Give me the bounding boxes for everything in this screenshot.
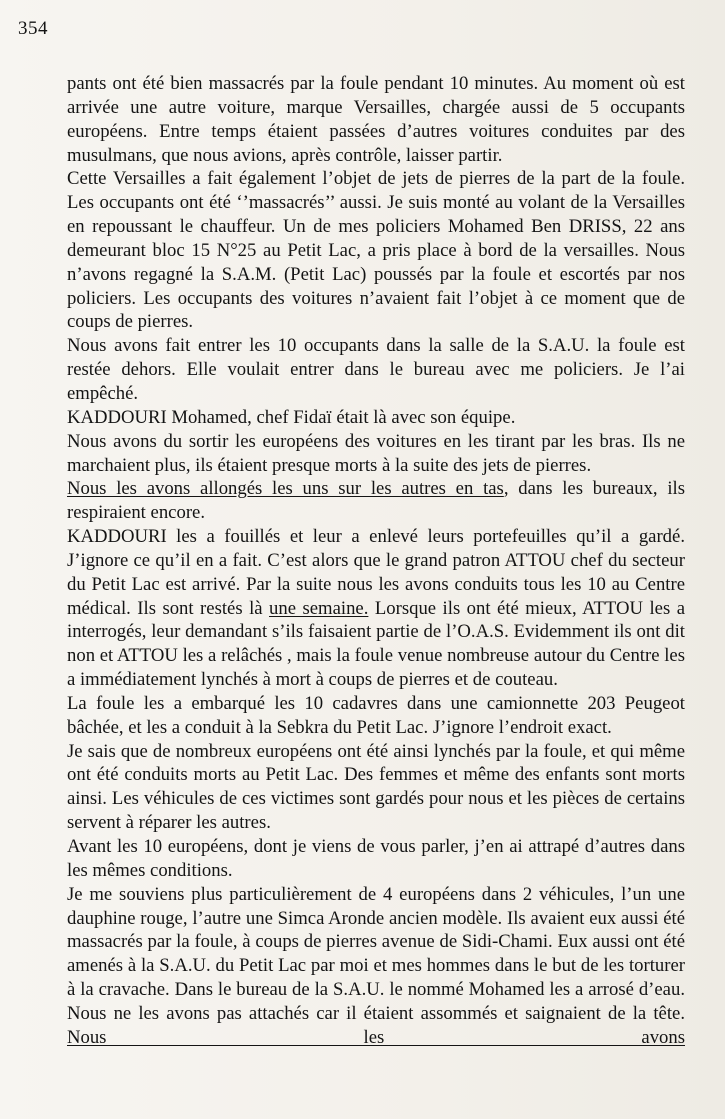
underlined-text: Nous les avons [67,1026,685,1048]
text-segment: Nous avons du sortir les européens des voitures en les tirant par les bras. Ils ne marchaient plus, ils étaient presque morts à la suite des jets de pierres. [67,430,685,476]
paragraph [67,167,685,334]
paragraph [67,883,685,1050]
text-segment: , dans les bureaux, ils respiraient encore. [67,478,685,524]
text-segment: Lorsque ils ont été mieux, ATTOU les a interrogés, leur demandant s’ils faisaient partie de l’O.A.S. Evidemment ils ont dit non et ATTOU les a relâchés , mais la foule venue nombreuse autour du Centre les a immédiatement lynchés à mort à coups de pierres et de couteau. [67,597,685,691]
text-segment: Je sais que de nombreux européens ont été ainsi lynchés par la foule, et qui même ont été conduits morts au Petit Lac. Des femmes et même des enfants sont morts ainsi. Les véhicules de ces victimes sont gardés pour nous et les pièces de certains servent à réparer les autres. [67,740,685,834]
paragraph [67,430,685,478]
paragraph [67,406,685,430]
text-segment: La foule les a embarqué les 10 cadavres dans une camionnette 203 Peugeot bâchée, et les a conduit à la Sebkra du Petit Lac. J’ignore l’endroit exact. [67,692,685,738]
text-segment: Nous avons fait entrer les 10 occupants dans la salle de la S.A.U. la foule est restée dehors. Elle voulait entrer dans le bureau avec me policiers. Je l’ai empêché. [67,335,685,404]
paragraph [67,334,685,406]
page-number: 354 [18,18,48,39]
text-segment: Je me souviens plus particulièrement de 4 européens dans 2 véhicules, l’un une dauphine rouge, l’autre une Simca Aronde ancien modèle. Ils avaient eux aussi été massacrés par la foule, à coups de pierres avenue de Sidi-Chami. Eux aussi ont été amenés à la S.A.U. du Petit Lac par moi et mes hommes dans le but de les torturer à la cravache. Dans le bureau de la S.A.U. le nommé Mohamed les a arrosé d’eau. Nous ne les avons pas attachés car il étaient assommés et saignaient de la tête. [67,883,685,1024]
paragraph [67,477,685,525]
text-segment: Avant les 10 européens, dont je viens de vous parler, j’en ai attrapé d’autres dans les mêmes conditions. [67,836,685,881]
text-segment: KADDOURI Mohamed, chef Fidaï était là avec son équipe. [67,406,516,428]
text-segment: Cette Versailles a fait également l’objet de jets de pierres de la part de la foule. Les occupants ont été ‘’massacrés’’ aussi. Je suis monté au volant de la Versailles en repoussant le chauffeur. Un de mes policiers Mohamed Ben DRISS, 22 ans demeurant bloc 15 N°25 au Petit Lac, a pris place à bord de la versailles. Nous n’avons regagné la S.A.M. (Petit Lac) poussés par la foule et escortés par nos policiers. Les occupants des voitures n’avaient fait l’objet à ce moment que de coups de pierres. [67,168,685,333]
underlined-text: une semaine. [269,597,369,619]
text-segment: KADDOURI les a fouillés et leur a enlevé leurs portefeuilles qu’il a gardé. J’ignore ce qu’il en a fait. C’est alors que le grand patron ATTOU chef du secteur du Petit Lac est arrivé. Par la suite nous les avons conduits tous les 10 au Centre médical. Ils sont restés là [67,526,685,619]
paragraph [67,692,685,740]
text-segment: pants ont été bien massacrés par la foule pendant 10 minutes. Au moment où est arrivée une autre voiture, marque Versailles, chargée aussi de 5 occupants européens. Entre temps étaient passées d’autres voitures conduites par des musulmans, que nous avions, après contrôle, laisser partir. [67,73,685,166]
paragraph [67,835,685,883]
paragraph [67,525,685,692]
body-text [67,72,685,1050]
paragraph [67,72,685,167]
paragraph [67,740,685,835]
underlined-text: Nous les avons allongés les uns sur les autres en tas [67,478,504,500]
